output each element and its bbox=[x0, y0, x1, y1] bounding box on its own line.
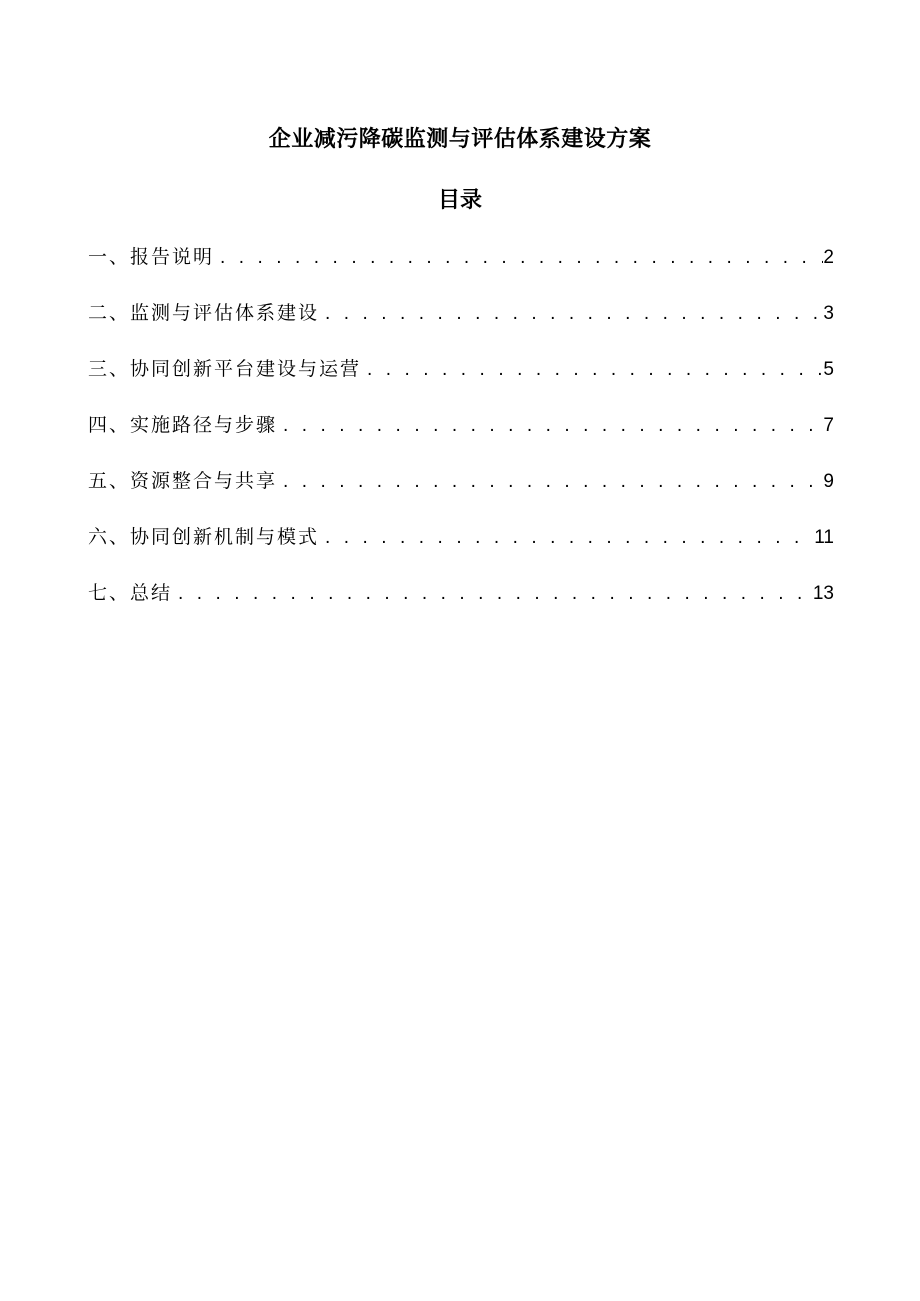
toc-entry-page-number: 13 bbox=[812, 583, 834, 604]
toc-entry-page-number: 5 bbox=[823, 359, 834, 380]
toc-dot-leader bbox=[319, 521, 814, 555]
toc-entry-label: 二、监测与评估体系建设 bbox=[88, 302, 320, 324]
toc-entry-label: 五、资源整合与共享 bbox=[88, 470, 278, 492]
toc-entry-implementation-path[interactable] bbox=[88, 408, 834, 464]
toc-entry-page-number: 9 bbox=[823, 471, 834, 492]
toc-entry-label: 七、总结 bbox=[88, 582, 173, 604]
toc-heading: 目录 bbox=[437, 187, 482, 213]
toc-entry-page-number: 11 bbox=[814, 527, 834, 548]
toc-dot-leader bbox=[319, 297, 823, 331]
toc-entry-label: 三、协同创新平台建设与运营 bbox=[88, 358, 362, 380]
toc-dot-leader bbox=[172, 577, 813, 611]
toc-dot-leader bbox=[361, 353, 823, 387]
toc-dot-leader bbox=[277, 409, 823, 443]
toc-entry-label: 六、协同创新机制与模式 bbox=[88, 526, 320, 548]
toc-dot-leader bbox=[214, 241, 823, 275]
toc-entry-report-description[interactable] bbox=[88, 240, 834, 296]
toc-entry-page-number: 3 bbox=[823, 303, 834, 324]
toc-entry-label: 四、实施路径与步骤 bbox=[88, 414, 278, 436]
toc-entry-resource-sharing[interactable] bbox=[88, 464, 834, 520]
toc-entry-page-number: 2 bbox=[823, 247, 834, 268]
document-title: 企业减污降碳监测与评估体系建设方案 bbox=[268, 126, 652, 152]
toc-entry-monitoring-system[interactable] bbox=[88, 296, 834, 352]
toc-entry-innovation-mechanism[interactable] bbox=[88, 520, 834, 576]
toc-entry-label: 一、报告说明 bbox=[88, 246, 215, 268]
table-of-contents bbox=[88, 240, 834, 632]
toc-entry-summary[interactable] bbox=[88, 576, 834, 632]
toc-entry-page-number: 7 bbox=[823, 415, 834, 436]
toc-entry-innovation-platform[interactable] bbox=[88, 352, 834, 408]
toc-dot-leader bbox=[277, 465, 823, 499]
